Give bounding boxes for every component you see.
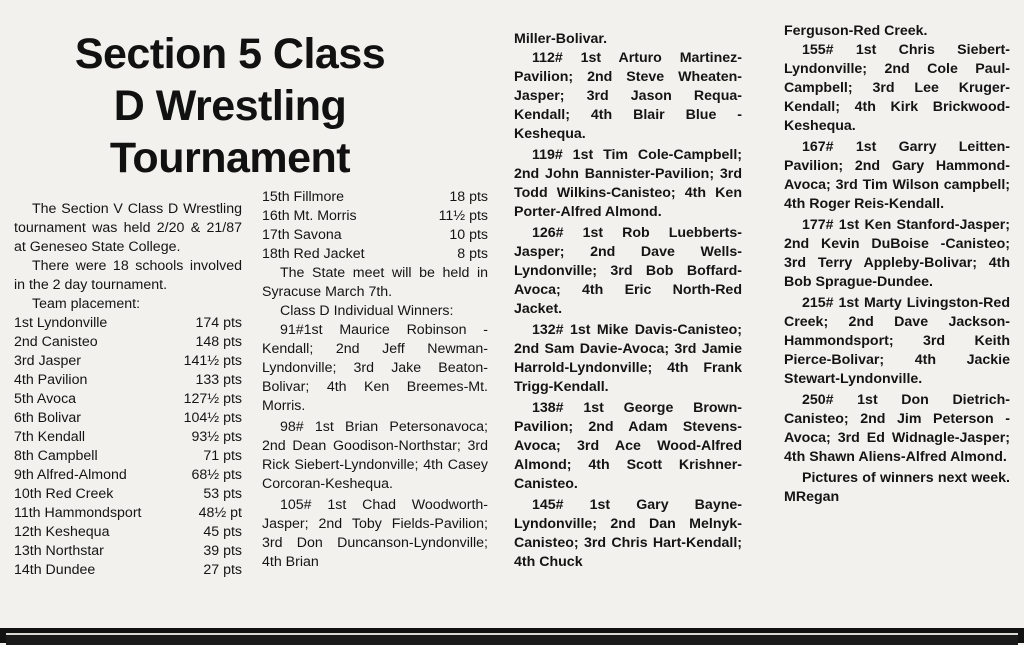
placement-row: 11th Hammondsport 48½ pt — [14, 505, 242, 521]
placement-row: 8th Campbell 71 pts — [14, 448, 242, 464]
column-3 — [514, 30, 742, 574]
weight-class-entry: 126# 1st Rob Luebberts-Jasper; 2nd Dave Wells-Lyndonville; 3rd Bob Boffard-Avoca; 4th Eric North-Red Jacket. — [514, 225, 742, 317]
weight-class-entry: 215# 1st Marty Livingston-Red Creek; 2nd Dave Jackson-Hammondsport; 3rd Keith Pierce-Bolivar; 4th Jackie Stewart-Lyndonville. — [784, 295, 1010, 387]
placement-row: 14th Dundee 27 pts — [14, 562, 242, 578]
placement-row: 12th Keshequa 45 pts — [14, 524, 242, 540]
weight-class-entry: 145# 1st Gary Bayne-Lyndonville; 2nd Dan Melnyk-Canisteo; 3rd Chris Hart-Kendall; 4th Chuck — [514, 497, 742, 570]
placement-row: 4th Pavilion 133 pts — [14, 372, 242, 388]
placement-list-1 — [14, 314, 242, 580]
weight-class-entry: 138# 1st George Brown-Pavilion; 2nd Adam Stevens-Avoca; 3rd Ace Wood-Alfred Almond; 4th Scott Krishner-Canisteo. — [514, 400, 742, 492]
column-4 — [784, 22, 1010, 509]
placement-row: 13th Northstar 39 pts — [14, 543, 242, 559]
placement-row: 5th Avoca 127½ pts — [14, 391, 242, 407]
bottom-border-rule — [0, 628, 1024, 643]
weight-class-entry: 177# 1st Ken Stanford-Jasper; 2nd Kevin DuBoise -Canisteo; 3rd Terry Appleby-Bolivar; 4th Bob Sprague-Dundee. — [784, 217, 1010, 290]
continued-line: Miller-Bolivar. — [514, 31, 608, 47]
individual-winners-label: Class D Individual Winners: — [280, 303, 454, 319]
weight-class-entry: 155# 1st Chris Siebert-Lyndonville; 2nd Cole Paul-Campbell; 3rd Lee Kruger-Kendall; 4th Kirk Brickwood-Keshequa. — [784, 42, 1010, 134]
weight-class-entry: 250# 1st Don Dietrich-Canisteo; 2nd Jim Peterson -Avoca; 3rd Ed Widnagle-Jasper; 4th Shawn Aliens-Alfred Almond. — [784, 392, 1010, 465]
column-1-body — [14, 200, 242, 580]
placement-row: 15th Fillmore 18 pts — [262, 189, 488, 205]
continued-line: Ferguson-Red Creek. — [784, 23, 928, 39]
state-meet-paragraph: The State meet will be held in Syracuse March 7th. — [262, 265, 488, 300]
headline-line-2: D Wrestling — [113, 82, 347, 130]
bottom-border-inner — [6, 633, 1018, 645]
closing-note: Pictures of winners next week. MRegan — [784, 470, 1010, 505]
headline — [20, 28, 440, 184]
placement-label: Team placement: — [32, 296, 141, 312]
weight-class-entry: 119# 1st Tim Cole-Campbell; 2nd John Bannister-Pavilion; 3rd Todd Wilkins-Canisteo; 4th Ken Porter-Alfred Almond. — [514, 147, 742, 220]
placement-row: 3rd Jasper 141½ pts — [14, 353, 242, 369]
weight-class-entry: 98# 1st Brian Petersonavoca; 2nd Dean Goodison-Northstar; 3rd Rick Siebert-Lyndonville; 4th Casey Corcoran-Keshequa. — [262, 419, 488, 492]
weight-class-entry: 112# 1st Arturo Martinez-Pavilion; 2nd Steve Wheaten-Jasper; 3rd Jason Requa-Kendall; 4th Blair Blue -Keshequa. — [514, 50, 742, 142]
weight-class-entry: 105# 1st Chad Woodworth-Jasper; 2nd Toby Fields-Pavilion; 3rd Don Duncanson-Lyndonville; 4th Brian — [262, 497, 488, 570]
headline-line-3: Tournament — [109, 134, 351, 182]
weight-class-entry: 132# 1st Mike Davis-Canisteo; 2nd Sam Davie-Avoca; 3rd Jamie Harrold-Lyndonville; 4th Frank Trigg-Kendall. — [514, 322, 742, 395]
placement-list-2 — [262, 188, 488, 264]
placement-row: 6th Bolivar 104½ pts — [14, 410, 242, 426]
weight-class-entry: 91#1st Maurice Robinson - Kendall; 2nd Jeff Newman-Lyndonville; 3rd Jake Beaton-Bolivar; 4th Ken Breemes-Mt. Morris. — [262, 322, 488, 414]
placement-row: 17th Savona 10 pts — [262, 227, 488, 243]
weight-class-entry: 167# 1st Garry Leitten-Pavilion; 2nd Gary Hammond-Avoca; 3rd Tim Wilson campbell; 4th Roger Reis-Kendall. — [784, 139, 1010, 212]
intro-paragraph: The Section V Class D Wrestling tournament was held 2/20 & 21/87 at Geneseo State College. — [14, 201, 242, 255]
placement-row: 9th Alfred-Almond 68½ pts — [14, 467, 242, 483]
column-2 — [262, 188, 488, 574]
placement-row: 7th Kendall 93½ pts — [14, 429, 242, 445]
placement-row: 10th Red Creek 53 pts — [14, 486, 242, 502]
placement-row: 2nd Canisteo 148 pts — [14, 334, 242, 350]
placement-row: 16th Mt. Morris 11½ pts — [262, 208, 488, 224]
headline-line-1: Section 5 Class — [74, 30, 386, 78]
schools-paragraph: There were 18 schools involved in the 2 day tournament. — [14, 258, 242, 293]
placement-row: 18th Red Jacket 8 pts — [262, 246, 488, 262]
placement-row: 1st Lyndonville 174 pts — [14, 315, 242, 331]
